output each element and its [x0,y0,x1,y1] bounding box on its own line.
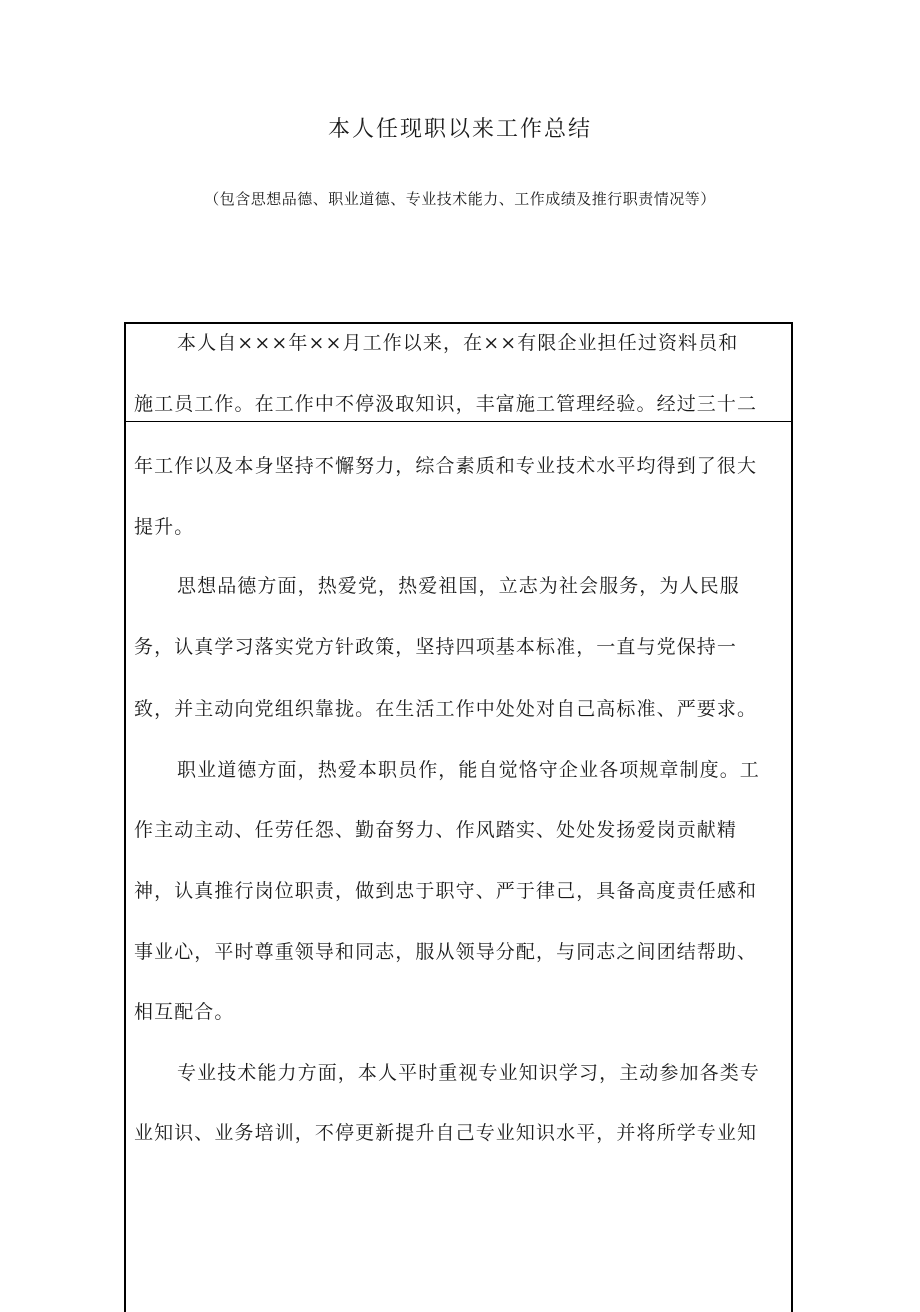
body-line: 年工作以及本身坚持不懈努力，综合素质和专业技术水平均得到了很大 [134,455,758,477]
body-line: 作主动主动、任劳任怨、勤奋努力、作风踏实、处处发扬爱岗贡献精 [134,819,738,841]
document-subtitle: （包含思想品德、职业道德、专业技术能力、工作成绩及推行职责情况等） [204,190,716,208]
body-line: 业知识、业务培训，不停更新提升自己专业知识水平，并将所学专业知 [134,1122,758,1144]
body-line: 职业道德方面，热爱本职员作，能自觉恪守企业各项规章制度。工 [177,759,760,781]
body-line: 施工员工作。在工作中不停汲取知识，丰富施工管理经验。经过三十二 [134,393,758,415]
document-title: 本人任现职以来工作总结 [327,117,592,142]
body-line: 事业心，平时尊重领导和同志，服从领导分配，与同志之间团结帮助、 [134,941,758,963]
body-line: 专业技术能力方面，本人平时重视专业知识学习，主动参加各类专 [177,1062,760,1084]
body-line: 神，认真推行岗位职责，做到忠于职守、严于律己，具备高度责任感和 [134,880,758,902]
body-line: 致，并主动向党组织靠拢。在生活工作中处处对自己高标准、严要求。 [134,698,758,720]
body-line: 务，认真学习落实党方针政策，坚持四项基本标准，一直与党保持一 [134,636,738,658]
divider-line [126,421,793,422]
body-line: 思想品德方面，热爱党，热爱祖国，立志为社会服务，为人民服 [177,575,740,597]
body-line: 相互配合。 [134,1001,235,1023]
body-line: 本人自×××年××月工作以来，在××有限企业担任过资料员和 [177,332,739,354]
body-line: 提升。 [134,516,195,538]
